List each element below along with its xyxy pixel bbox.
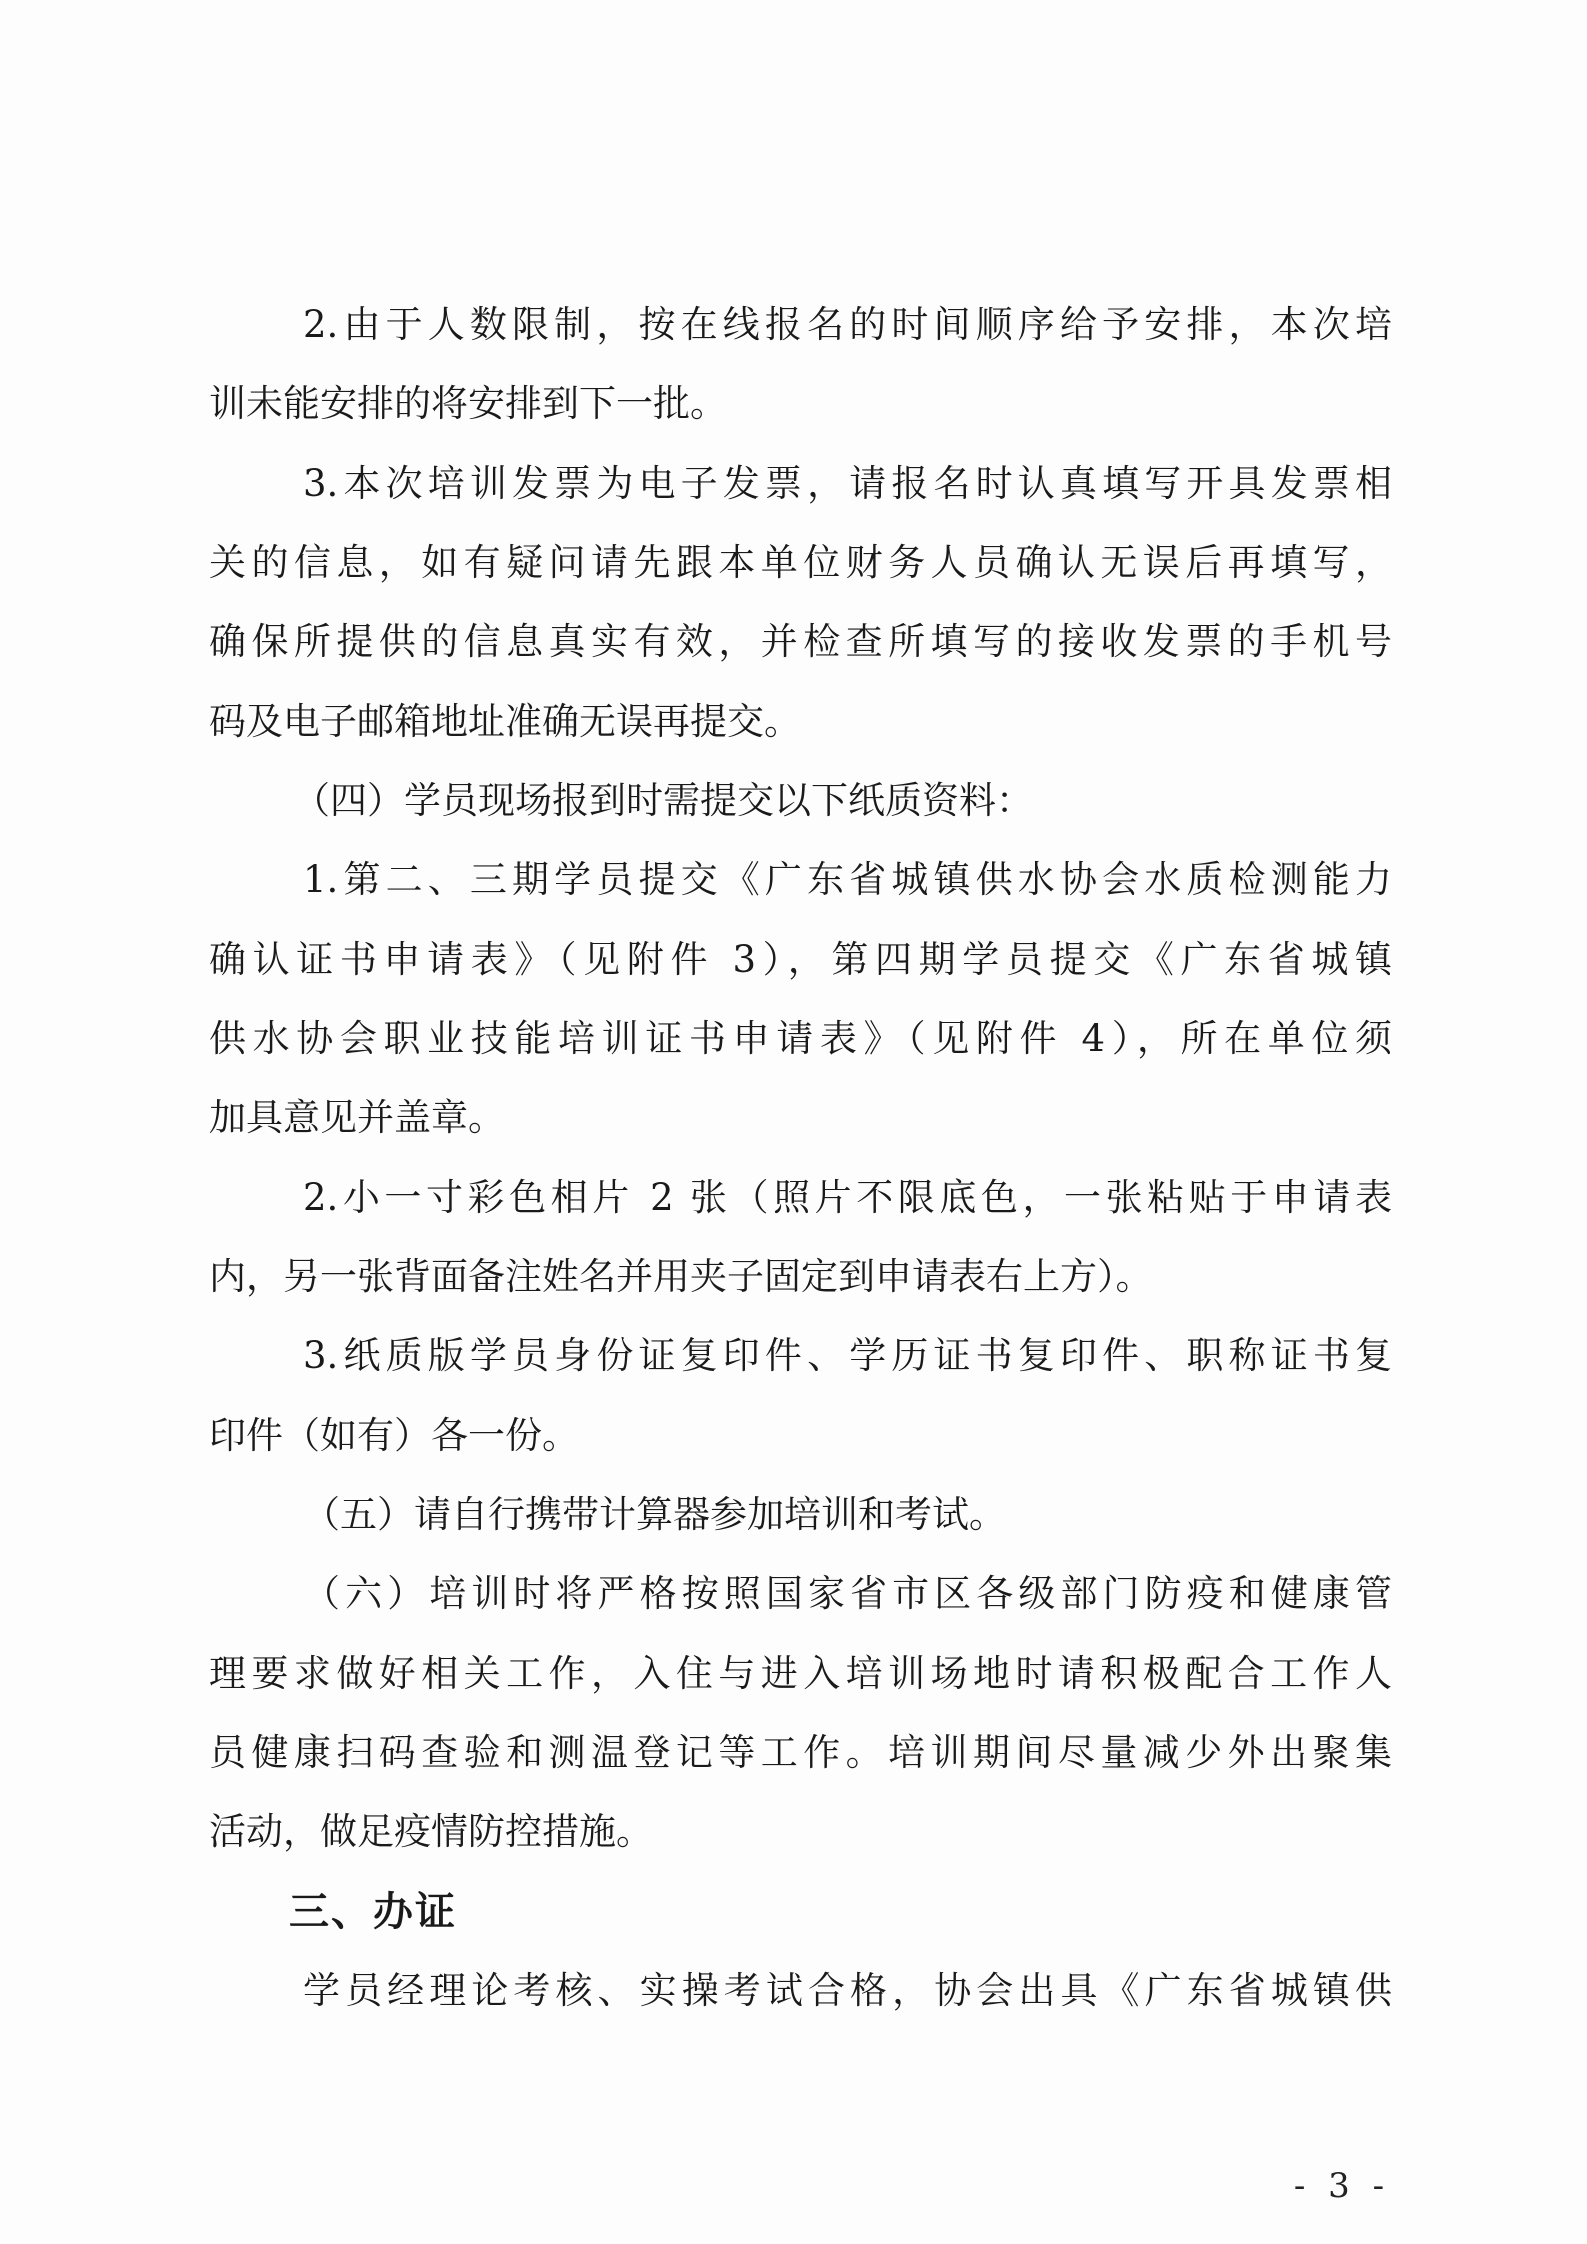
paragraph-line: 关的信息，如有疑问请先跟本单位财务人员确认无误后再填写， [209,540,1392,584]
paragraph [209,1158,1392,1317]
paragraph-line: 码及电子邮箱地址准确无误再提交。 [209,699,801,743]
paragraph-line: 2.由于人数限制，按在线报名的时间顺序给予安排，本次培 [303,303,1392,346]
paragraph-line: 内，另一张背面备注姓名并用夹子固定到申请表右上方）。 [209,1254,1153,1298]
section-heading: 三、办证 [289,1887,457,1935]
paragraph-line: 理要求做好相关工作，入住与进入培训场地时请积极配合工作人 [209,1651,1392,1695]
paragraph-line: 活动，做足疫情防控措施。 [209,1810,653,1854]
page-number: - 3 - [1293,2166,1391,2206]
paragraph [209,840,1392,1157]
subsection-title [209,1475,1392,1554]
paragraph [209,1951,1392,2030]
paragraph-line: 训未能安排的将安排到下一批。 [209,382,727,426]
paragraph [209,1316,1392,1475]
paragraph-line: 供水协会职业技能培训证书申请表》（见附件 4），所在单位须 [209,1016,1392,1060]
paragraph-line: 确保所提供的信息真实有效，并检查所填写的接收发票的手机号 [209,620,1392,664]
paragraph-line: （四）学员现场报到时需提交以下纸质资料： [293,778,1033,822]
paragraph-line: （六）培训时将严格按照国家省市区各级部门防疫和健康管 [303,1572,1392,1616]
paragraph [209,1554,1392,1871]
paragraph-line: 2.小一寸彩色相片 2 张（照片不限底色，一张粘贴于申请表 [303,1175,1392,1219]
document-body [209,285,1392,2030]
paragraph-line: 3.本次培训发票为电子发票，请报名时认真填写开具发票相 [303,461,1392,505]
paragraph-line: 3.纸质版学员身份证复印件、学历证书复印件、职称证书复 [303,1334,1392,1378]
subsection-title [209,761,1392,840]
paragraph [209,444,1392,761]
paragraph-line: 印件（如有）各一份。 [209,1413,579,1457]
paragraph-line: 学员经理论考核、实操考试合格，协会出具《广东省城镇供 [303,1968,1392,2012]
paragraph [209,285,1392,444]
paragraph-line: 确认证书申请表》（见附件 3），第四期学员提交《广东省城镇 [209,937,1392,981]
paragraph-line: （五）请自行携带计算器参加培训和考试。 [303,1492,1006,1536]
paragraph-line: 加具意见并盖章。 [209,1096,505,1140]
paragraph-line: 员健康扫码查验和测温登记等工作。培训期间尽量减少外出聚集 [209,1730,1392,1774]
paragraph-line: 1.第二、三期学员提交《广东省城镇供水协会水质检测能力 [303,858,1392,902]
